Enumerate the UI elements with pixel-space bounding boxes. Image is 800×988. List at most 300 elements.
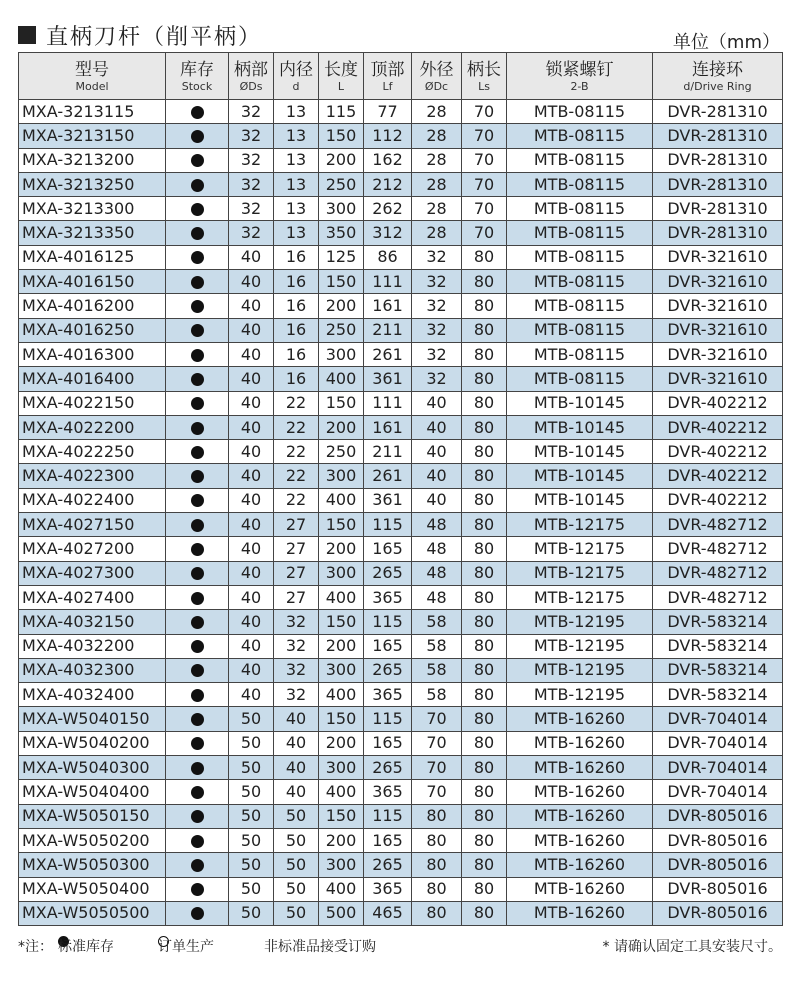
ls-cell: 80	[462, 877, 507, 901]
model-cell: MXA-4027400	[19, 585, 166, 609]
d-cell: 13	[274, 148, 319, 172]
table-row	[19, 342, 783, 366]
l-cell: 300	[319, 561, 364, 585]
table-row	[19, 707, 783, 731]
column-header-cn: 顶部	[370, 59, 405, 80]
d-cell: 16	[274, 367, 319, 391]
dc-cell: 40	[412, 415, 462, 439]
ring-cell: DVR-704014	[653, 756, 783, 780]
lf-cell: 365	[364, 585, 412, 609]
column-header-en: ØDc	[424, 79, 449, 93]
table-row	[19, 148, 783, 172]
stock-cell	[166, 585, 229, 609]
column-header	[507, 53, 653, 100]
stock-cell	[166, 221, 229, 245]
l-cell: 250	[319, 318, 364, 342]
model-cell: MXA-4016400	[19, 367, 166, 391]
ls-cell: 80	[462, 828, 507, 852]
screw-cell: MTB-08115	[507, 294, 653, 318]
dc-cell: 40	[412, 488, 462, 512]
dc-cell: 58	[412, 683, 462, 707]
in-stock-dot-icon	[191, 397, 204, 410]
table-row	[19, 731, 783, 755]
screw-cell: MTB-16260	[507, 853, 653, 877]
l-cell: 115	[319, 100, 364, 124]
lf-cell: 112	[364, 124, 412, 148]
screw-cell: MTB-12195	[507, 683, 653, 707]
lf-cell: 115	[364, 804, 412, 828]
d-cell: 40	[274, 707, 319, 731]
l-cell: 150	[319, 391, 364, 415]
ring-cell: DVR-583214	[653, 610, 783, 634]
dc-cell: 28	[412, 124, 462, 148]
l-cell: 150	[319, 610, 364, 634]
l-cell: 400	[319, 683, 364, 707]
d-cell: 27	[274, 585, 319, 609]
ds-cell: 50	[229, 901, 274, 925]
column-header-en: L	[337, 79, 345, 93]
dc-cell: 80	[412, 901, 462, 925]
screw-cell: MTB-10145	[507, 464, 653, 488]
table-body	[19, 100, 783, 926]
screw-cell: MTB-08115	[507, 270, 653, 294]
screw-cell: MTB-12175	[507, 513, 653, 537]
dc-cell: 32	[412, 270, 462, 294]
ds-cell: 50	[229, 804, 274, 828]
table-row	[19, 828, 783, 852]
nonstandard-note: 非标准品接受订购	[264, 939, 376, 955]
lf-cell: 77	[364, 100, 412, 124]
column-header	[319, 53, 364, 100]
ds-cell: 50	[229, 756, 274, 780]
model-cell: MXA-4027300	[19, 561, 166, 585]
model-cell: MXA-3213115	[19, 100, 166, 124]
in-stock-dot-icon	[191, 227, 204, 240]
stock-cell	[166, 513, 229, 537]
model-cell: MXA-4032400	[19, 683, 166, 707]
ls-cell: 80	[462, 318, 507, 342]
l-cell: 400	[319, 367, 364, 391]
dc-cell: 40	[412, 391, 462, 415]
unit-label: 单位（mm）	[672, 32, 780, 53]
legend-stock-label: 标准库存	[58, 939, 114, 955]
ds-cell: 32	[229, 172, 274, 196]
ls-cell: 80	[462, 707, 507, 731]
d-cell: 16	[274, 270, 319, 294]
in-stock-dot-icon	[191, 203, 204, 216]
stock-cell	[166, 391, 229, 415]
table-row	[19, 780, 783, 804]
lf-cell: 165	[364, 828, 412, 852]
d-cell: 13	[274, 172, 319, 196]
ring-cell: DVR-482712	[653, 561, 783, 585]
dc-cell: 28	[412, 172, 462, 196]
l-cell: 400	[319, 877, 364, 901]
stock-cell	[166, 342, 229, 366]
stock-cell	[166, 634, 229, 658]
d-cell: 40	[274, 731, 319, 755]
ds-cell: 40	[229, 634, 274, 658]
in-stock-dot-icon	[191, 786, 204, 799]
model-cell: MXA-4016150	[19, 270, 166, 294]
d-cell: 50	[274, 901, 319, 925]
stock-cell	[166, 367, 229, 391]
l-cell: 350	[319, 221, 364, 245]
dc-cell: 28	[412, 148, 462, 172]
table-row	[19, 756, 783, 780]
in-stock-dot-icon	[191, 737, 204, 750]
ds-cell: 40	[229, 513, 274, 537]
in-stock-dot-icon	[191, 446, 204, 459]
l-cell: 400	[319, 488, 364, 512]
in-stock-dot-icon	[191, 713, 204, 726]
table-row	[19, 124, 783, 148]
model-cell: MXA-4016125	[19, 245, 166, 269]
column-header	[653, 53, 783, 100]
table-header-row	[19, 53, 783, 100]
stock-cell	[166, 270, 229, 294]
stock-cell	[166, 318, 229, 342]
ds-cell: 40	[229, 488, 274, 512]
stock-cell	[166, 294, 229, 318]
d-cell: 50	[274, 804, 319, 828]
ring-cell: DVR-321610	[653, 342, 783, 366]
table-row	[19, 367, 783, 391]
lf-cell: 361	[364, 367, 412, 391]
ring-cell: DVR-281310	[653, 100, 783, 124]
l-cell: 200	[319, 415, 364, 439]
ls-cell: 70	[462, 124, 507, 148]
ds-cell: 32	[229, 148, 274, 172]
lf-cell: 115	[364, 513, 412, 537]
ds-cell: 40	[229, 683, 274, 707]
screw-cell: MTB-08115	[507, 245, 653, 269]
d-cell: 32	[274, 658, 319, 682]
column-header-en: 2-B	[570, 79, 589, 93]
ds-cell: 50	[229, 877, 274, 901]
ls-cell: 80	[462, 658, 507, 682]
dc-cell: 48	[412, 537, 462, 561]
in-stock-dot-icon	[191, 835, 204, 848]
stock-cell	[166, 731, 229, 755]
table-row	[19, 245, 783, 269]
page-title: 直柄刀杆（削平柄）	[46, 25, 263, 50]
l-cell: 125	[319, 245, 364, 269]
stock-cell	[166, 440, 229, 464]
screw-cell: MTB-10145	[507, 415, 653, 439]
model-cell: MXA-W5040150	[19, 707, 166, 731]
screw-cell: MTB-12195	[507, 658, 653, 682]
model-cell: MXA-4032300	[19, 658, 166, 682]
screw-cell: MTB-08115	[507, 172, 653, 196]
ls-cell: 80	[462, 756, 507, 780]
screw-cell: MTB-12175	[507, 537, 653, 561]
model-cell: MXA-3213150	[19, 124, 166, 148]
in-stock-dot-icon	[191, 810, 204, 823]
d-cell: 22	[274, 440, 319, 464]
column-header	[462, 53, 507, 100]
model-cell: MXA-4022200	[19, 415, 166, 439]
ls-cell: 80	[462, 561, 507, 585]
ring-cell: DVR-583214	[653, 634, 783, 658]
ring-cell: DVR-805016	[653, 853, 783, 877]
lf-cell: 365	[364, 683, 412, 707]
table-row	[19, 537, 783, 561]
model-cell: MXA-4022400	[19, 488, 166, 512]
table-row	[19, 877, 783, 901]
d-cell: 13	[274, 221, 319, 245]
lf-cell: 312	[364, 221, 412, 245]
screw-cell: MTB-08115	[507, 197, 653, 221]
screw-cell: MTB-08115	[507, 124, 653, 148]
ds-cell: 40	[229, 585, 274, 609]
ls-cell: 80	[462, 294, 507, 318]
stock-cell	[166, 415, 229, 439]
screw-cell: MTB-12175	[507, 561, 653, 585]
d-cell: 27	[274, 513, 319, 537]
legend-order-label: 订单生产	[158, 939, 214, 955]
ls-cell: 80	[462, 488, 507, 512]
in-stock-dot-icon	[191, 179, 204, 192]
stock-cell	[166, 561, 229, 585]
ring-cell: DVR-281310	[653, 197, 783, 221]
model-cell: MXA-4027150	[19, 513, 166, 537]
d-cell: 16	[274, 294, 319, 318]
model-cell: MXA-3213350	[19, 221, 166, 245]
ring-cell: DVR-281310	[653, 221, 783, 245]
ring-cell: DVR-482712	[653, 513, 783, 537]
ring-cell: DVR-805016	[653, 877, 783, 901]
l-cell: 250	[319, 172, 364, 196]
ds-cell: 40	[229, 367, 274, 391]
lf-cell: 211	[364, 440, 412, 464]
ls-cell: 80	[462, 513, 507, 537]
model-cell: MXA-4027200	[19, 537, 166, 561]
ls-cell: 80	[462, 391, 507, 415]
column-header-cn: 库存	[180, 59, 214, 80]
table-row	[19, 197, 783, 221]
d-cell: 16	[274, 318, 319, 342]
dc-cell: 70	[412, 756, 462, 780]
l-cell: 200	[319, 634, 364, 658]
ds-cell: 50	[229, 707, 274, 731]
d-cell: 16	[274, 342, 319, 366]
column-header	[19, 53, 166, 100]
ds-cell: 32	[229, 124, 274, 148]
ls-cell: 80	[462, 804, 507, 828]
screw-cell: MTB-16260	[507, 731, 653, 755]
model-cell: MXA-4022150	[19, 391, 166, 415]
ls-cell: 70	[462, 100, 507, 124]
model-cell: MXA-4022300	[19, 464, 166, 488]
ring-cell: DVR-583214	[653, 658, 783, 682]
d-cell: 13	[274, 197, 319, 221]
d-cell: 13	[274, 100, 319, 124]
l-cell: 200	[319, 148, 364, 172]
ring-cell: DVR-321610	[653, 245, 783, 269]
in-stock-dot-icon	[191, 130, 204, 143]
column-header-en: d/Drive Ring	[683, 79, 752, 93]
in-stock-dot-icon	[191, 592, 204, 605]
column-header-cn: 外径	[419, 59, 454, 80]
ds-cell: 40	[229, 245, 274, 269]
l-cell: 300	[319, 342, 364, 366]
ls-cell: 80	[462, 780, 507, 804]
screw-cell: MTB-16260	[507, 804, 653, 828]
in-stock-dot-icon	[191, 762, 204, 775]
lf-cell: 265	[364, 658, 412, 682]
stock-cell	[166, 172, 229, 196]
table-row	[19, 853, 783, 877]
screw-cell: MTB-12195	[507, 634, 653, 658]
screw-cell: MTB-08115	[507, 318, 653, 342]
screw-cell: MTB-10145	[507, 488, 653, 512]
dc-cell: 48	[412, 561, 462, 585]
screw-cell: MTB-08115	[507, 221, 653, 245]
ds-cell: 40	[229, 464, 274, 488]
stock-cell	[166, 853, 229, 877]
in-stock-dot-icon	[191, 470, 204, 483]
stock-cell	[166, 124, 229, 148]
lf-cell: 361	[364, 488, 412, 512]
lf-cell: 212	[364, 172, 412, 196]
ring-cell: DVR-805016	[653, 901, 783, 925]
in-stock-dot-icon	[191, 106, 204, 119]
table-row	[19, 221, 783, 245]
dc-cell: 80	[412, 877, 462, 901]
ls-cell: 80	[462, 367, 507, 391]
column-header-cn: 柄部	[234, 59, 268, 80]
ring-cell: DVR-281310	[653, 124, 783, 148]
dc-cell: 28	[412, 197, 462, 221]
ds-cell: 32	[229, 197, 274, 221]
ds-cell: 40	[229, 342, 274, 366]
ls-cell: 70	[462, 148, 507, 172]
table-row	[19, 634, 783, 658]
dc-cell: 80	[412, 828, 462, 852]
in-stock-dot-icon	[191, 349, 204, 362]
d-cell: 32	[274, 634, 319, 658]
lf-cell: 265	[364, 853, 412, 877]
column-header-en: Stock	[181, 79, 213, 93]
table-row	[19, 172, 783, 196]
in-stock-dot-icon	[191, 689, 204, 702]
dc-cell: 32	[412, 367, 462, 391]
ds-cell: 50	[229, 731, 274, 755]
in-stock-dot-icon	[191, 640, 204, 653]
ds-cell: 40	[229, 294, 274, 318]
dc-cell: 32	[412, 294, 462, 318]
model-cell: MXA-4016250	[19, 318, 166, 342]
model-cell: MXA-3213200	[19, 148, 166, 172]
l-cell: 200	[319, 537, 364, 561]
ls-cell: 70	[462, 197, 507, 221]
ds-cell: 32	[229, 100, 274, 124]
table-row	[19, 488, 783, 512]
ds-cell: 40	[229, 391, 274, 415]
ring-cell: DVR-482712	[653, 537, 783, 561]
lf-cell: 365	[364, 780, 412, 804]
in-stock-dot-icon	[191, 907, 204, 920]
ring-cell: DVR-482712	[653, 585, 783, 609]
table-row	[19, 901, 783, 925]
lf-cell: 161	[364, 294, 412, 318]
spec-table	[18, 52, 783, 926]
stock-cell	[166, 610, 229, 634]
dc-cell: 32	[412, 245, 462, 269]
table-row	[19, 683, 783, 707]
screw-cell: MTB-08115	[507, 148, 653, 172]
lf-cell: 465	[364, 901, 412, 925]
ls-cell: 80	[462, 245, 507, 269]
in-stock-dot-icon	[191, 422, 204, 435]
stock-cell	[166, 658, 229, 682]
ring-cell: DVR-805016	[653, 804, 783, 828]
ring-cell: DVR-583214	[653, 683, 783, 707]
in-stock-dot-icon	[191, 300, 204, 313]
dc-cell: 70	[412, 731, 462, 755]
l-cell: 200	[319, 294, 364, 318]
l-cell: 300	[319, 197, 364, 221]
ls-cell: 80	[462, 537, 507, 561]
in-stock-dot-icon	[191, 543, 204, 556]
ls-cell: 80	[462, 901, 507, 925]
dc-cell: 32	[412, 342, 462, 366]
column-header-en: Model	[75, 79, 109, 93]
l-cell: 150	[319, 804, 364, 828]
ls-cell: 80	[462, 610, 507, 634]
screw-cell: MTB-12195	[507, 610, 653, 634]
note-prefix: *注：	[18, 939, 53, 955]
table-row	[19, 440, 783, 464]
screw-cell: MTB-08115	[507, 367, 653, 391]
stock-cell	[166, 877, 229, 901]
ring-cell: DVR-402212	[653, 488, 783, 512]
ring-cell: DVR-704014	[653, 780, 783, 804]
table-row	[19, 513, 783, 537]
lf-cell: 115	[364, 610, 412, 634]
stock-cell	[166, 804, 229, 828]
ls-cell: 80	[462, 342, 507, 366]
in-stock-dot-icon	[191, 859, 204, 872]
d-cell: 32	[274, 610, 319, 634]
dc-cell: 80	[412, 804, 462, 828]
screw-cell: MTB-08115	[507, 100, 653, 124]
dc-cell: 32	[412, 318, 462, 342]
l-cell: 300	[319, 464, 364, 488]
table-row	[19, 585, 783, 609]
table-row	[19, 658, 783, 682]
ds-cell: 40	[229, 270, 274, 294]
table-row	[19, 804, 783, 828]
dc-cell: 70	[412, 780, 462, 804]
stock-cell	[166, 901, 229, 925]
table-row	[19, 294, 783, 318]
lf-cell: 162	[364, 148, 412, 172]
column-header-en: d	[292, 79, 300, 93]
in-stock-dot-icon	[191, 519, 204, 532]
ds-cell: 32	[229, 221, 274, 245]
lf-cell: 265	[364, 756, 412, 780]
table-row	[19, 610, 783, 634]
ls-cell: 80	[462, 415, 507, 439]
ds-cell: 50	[229, 780, 274, 804]
d-cell: 27	[274, 537, 319, 561]
lf-cell: 111	[364, 270, 412, 294]
ring-cell: DVR-281310	[653, 172, 783, 196]
stock-cell	[166, 197, 229, 221]
stock-cell	[166, 100, 229, 124]
